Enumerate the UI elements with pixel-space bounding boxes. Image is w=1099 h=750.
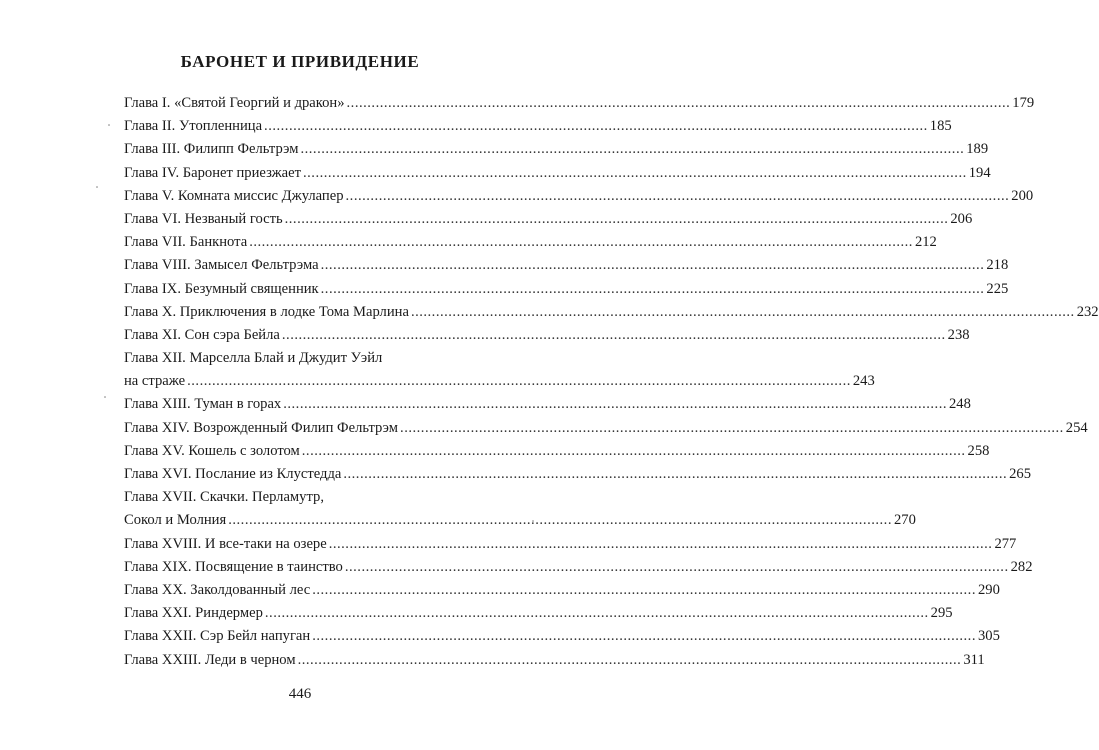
chapter-page: 179 — [1012, 95, 1035, 111]
dot-leader — [228, 509, 892, 532]
dot-leader — [347, 92, 1011, 115]
chapter-title: Глава II. Утопленница — [124, 118, 263, 135]
chapter-title: Глава XIII. Туман в горах — [124, 396, 282, 413]
dot-leader — [321, 278, 985, 301]
toc-entry — [124, 602, 953, 625]
chapter-page: 254 — [1065, 419, 1088, 436]
chapter-title: Глава VII. Банкнота — [124, 234, 248, 251]
toc-entry — [124, 649, 985, 672]
chapter-page: 194 — [968, 164, 991, 181]
dot-leader — [300, 138, 964, 161]
toc-entry — [124, 486, 916, 532]
toc-entry — [124, 347, 875, 393]
chapter-title: Глава XV. Кошель с золотом — [124, 442, 300, 459]
toc-entry — [124, 92, 1035, 115]
dot-leader — [282, 324, 946, 347]
dot-leader — [345, 556, 1009, 579]
chapter-page: 225 — [986, 280, 1009, 297]
toc-entry — [124, 324, 970, 347]
toc-entry — [124, 231, 937, 254]
scan-speck — [96, 186, 98, 188]
dot-leader — [285, 208, 949, 231]
chapter-page: 295 — [930, 605, 953, 622]
dot-leader — [411, 301, 1075, 324]
dot-leader — [265, 602, 929, 625]
dot-leader — [303, 162, 967, 185]
chapter-title: Глава XVI. Послание из Клустедда — [124, 466, 342, 483]
scan-speck — [108, 124, 110, 126]
dot-leader — [302, 440, 966, 463]
chapter-page: 243 — [852, 373, 875, 390]
toc-entry — [124, 301, 1099, 324]
chapter-page: 311 — [963, 651, 985, 668]
chapter-title: Глава XVII. Скачки. Перламутр, — [124, 489, 324, 506]
chapter-title-continued: на страже — [124, 373, 186, 390]
chapter-page: 238 — [947, 326, 970, 343]
toc-entry — [124, 185, 1034, 208]
chapter-page: 206 — [950, 210, 973, 227]
chapter-title: Глава XII. Марселла Блай и Джудит Уэйл — [124, 350, 383, 367]
chapter-title: Глава XI. Сон сэра Бейла — [124, 326, 280, 343]
chapter-page: 290 — [977, 581, 1000, 598]
toc-entry — [124, 463, 1031, 486]
dot-leader — [321, 254, 985, 277]
scan-speck — [104, 396, 106, 398]
dot-leader — [329, 533, 993, 556]
toc-entry — [124, 417, 1088, 440]
section-title: БАРОНЕТ И ПРИВИДЕНИЕ — [180, 52, 420, 71]
chapter-page: 189 — [966, 141, 989, 158]
toc-entry — [124, 393, 971, 416]
chapter-title: Глава XIV. Возрожденный Филип Фельтрэм — [124, 419, 399, 436]
chapter-title: Глава X. Приключения в лодке Тома Марлина — [124, 303, 409, 320]
page-number: 446 — [288, 686, 312, 702]
chapter-title: Глава XXII. Сэр Бейл напуган — [124, 628, 311, 645]
chapter-page: 277 — [994, 535, 1017, 552]
toc-entry — [124, 556, 1033, 579]
chapter-page: 282 — [1010, 558, 1033, 575]
chapter-page: 265 — [1009, 466, 1031, 483]
toc-entry — [124, 625, 1000, 648]
table-of-contents — [124, 92, 1099, 672]
toc-entry — [124, 115, 952, 138]
chapter-page: 232 — [1076, 303, 1099, 320]
chapter-title: Глава VIII. Замысел Фельтрэма — [124, 257, 319, 274]
chapter-title: Глава VI. Незваный гость — [124, 210, 283, 227]
dot-leader — [249, 231, 913, 254]
chapter-page: 258 — [967, 442, 990, 459]
toc-entry — [124, 579, 1000, 602]
chapter-title-continued: Сокол и Молния — [124, 512, 227, 529]
toc-entry — [124, 254, 1009, 277]
chapter-title: Глава V. Комната миссис Джулапер — [124, 187, 344, 204]
toc-entry — [124, 278, 1009, 301]
dot-leader — [312, 625, 976, 648]
chapter-title: Глава IX. Безумный священник — [124, 280, 319, 297]
toc-entry — [124, 440, 990, 463]
toc-entry — [124, 162, 991, 185]
chapter-title: Глава XX. Заколдованный лес — [124, 581, 311, 598]
dot-leader — [343, 463, 1007, 486]
dot-leader — [400, 417, 1064, 440]
chapter-title: Глава III. Филипп Фельтрэм — [124, 141, 299, 158]
dot-leader — [264, 115, 928, 138]
chapter-page: 248 — [948, 396, 971, 413]
chapter-title: Глава XXI. Риндермер — [124, 605, 263, 622]
dot-leader — [283, 393, 947, 416]
dot-leader — [298, 649, 962, 672]
scan-speck — [532, 520, 534, 522]
chapter-page: 200 — [1011, 187, 1034, 204]
chapter-page: 270 — [893, 512, 916, 529]
toc-entry — [124, 138, 989, 161]
dot-leader — [187, 370, 851, 393]
chapter-page: 305 — [977, 628, 1000, 645]
chapter-title: Глава XIX. Посвящение в таинство — [124, 558, 343, 575]
dot-leader — [312, 579, 976, 602]
toc-entry — [124, 533, 1017, 556]
chapter-page: 185 — [929, 118, 952, 135]
chapter-title: Глава I. «Святой Георгий и дракон» — [124, 95, 345, 111]
dot-leader — [346, 185, 1010, 208]
toc-entry — [124, 208, 973, 231]
chapter-page: 212 — [914, 234, 937, 251]
chapter-page: 218 — [986, 257, 1009, 274]
chapter-title: Глава IV. Баронет приезжает — [124, 164, 301, 181]
chapter-title: Глава XVIII. И все-таки на озере — [124, 535, 327, 552]
chapter-title: Глава XXIII. Леди в черном — [124, 651, 296, 668]
